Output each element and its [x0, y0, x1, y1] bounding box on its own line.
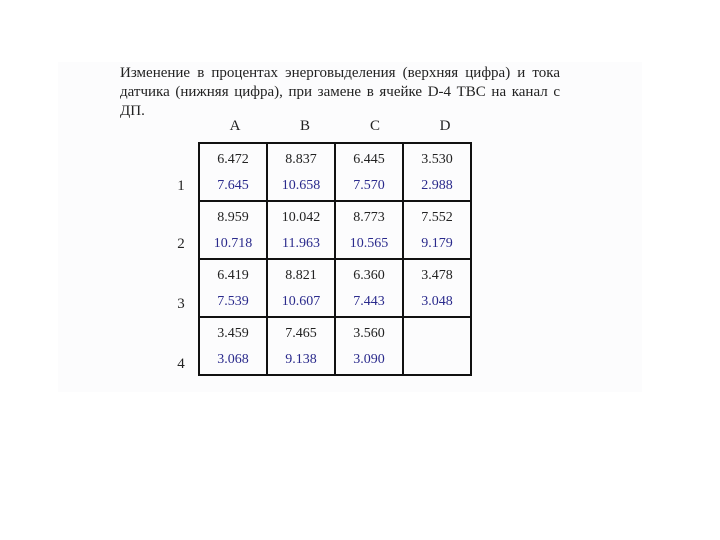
table-cell — [403, 259, 471, 317]
sensor-value: 10.658 — [281, 178, 321, 193]
energy-value: 6.472 — [217, 152, 249, 167]
sensor-value: 7.539 — [217, 294, 249, 309]
energy-value: 8.837 — [285, 152, 317, 167]
sensor-value: 10.607 — [281, 294, 321, 309]
sensor-value: 10.565 — [349, 236, 389, 251]
sensor-value: 7.443 — [353, 294, 385, 309]
table-cell — [267, 259, 335, 317]
energy-value: 3.560 — [353, 326, 385, 341]
energy-value: 8.821 — [285, 268, 317, 283]
column-header-a: A — [229, 118, 241, 134]
sensor-value: 7.570 — [353, 178, 385, 193]
energy-value: 3.459 — [217, 326, 249, 341]
energy-value: 8.773 — [353, 210, 385, 225]
table-cell — [199, 143, 267, 201]
table-cell — [199, 201, 267, 259]
table-row — [199, 201, 471, 259]
table-cell — [335, 317, 403, 375]
table-cell — [335, 201, 403, 259]
empty-cell-d4 — [403, 317, 471, 375]
energy-value: 7.552 — [421, 210, 453, 225]
energy-value: 3.478 — [421, 268, 453, 283]
table-cell — [335, 143, 403, 201]
sensor-value: 9.179 — [421, 236, 453, 251]
table-cell — [267, 201, 335, 259]
energy-value: 7.465 — [285, 326, 317, 341]
table-row — [199, 317, 471, 375]
row-header-4: 4 — [177, 356, 185, 372]
sensor-value: 3.090 — [353, 352, 385, 367]
table-cell — [403, 201, 471, 259]
energy-value: 8.959 — [217, 210, 249, 225]
table-row — [199, 143, 471, 201]
table-cell — [267, 143, 335, 201]
sensor-value: 2.988 — [421, 178, 453, 193]
data-grid — [198, 142, 472, 376]
energy-value: 3.530 — [421, 152, 453, 167]
table-cell — [199, 317, 267, 375]
sensor-value: 9.138 — [285, 352, 317, 367]
column-header-c: C — [369, 118, 380, 134]
table-cell — [403, 143, 471, 201]
sensor-value: 7.645 — [217, 178, 249, 193]
row-header-1: 1 — [177, 178, 185, 194]
sensor-value: 11.963 — [282, 236, 320, 251]
table-caption: Изменение в процентах энерговыделения (верхняя цифра) и тока датчика (нижняя цифра), при замене в ячейке D-4 ТВС на канал с ДП. — [120, 65, 560, 119]
energy-value: 10.042 — [281, 210, 321, 225]
table-cell — [199, 259, 267, 317]
table-row — [199, 259, 471, 317]
sensor-value: 3.068 — [217, 352, 249, 367]
column-header-d: D — [439, 118, 451, 134]
sensor-value: 3.048 — [421, 294, 453, 309]
column-header-b: B — [299, 118, 310, 134]
table-cell — [335, 259, 403, 317]
table-cell — [267, 317, 335, 375]
sensor-value: 10.718 — [213, 236, 253, 251]
energy-value: 6.419 — [217, 268, 249, 283]
energy-value: 6.445 — [353, 152, 385, 167]
energy-value: 6.360 — [353, 268, 385, 283]
row-header-2: 2 — [177, 236, 185, 252]
row-header-3: 3 — [177, 296, 185, 312]
